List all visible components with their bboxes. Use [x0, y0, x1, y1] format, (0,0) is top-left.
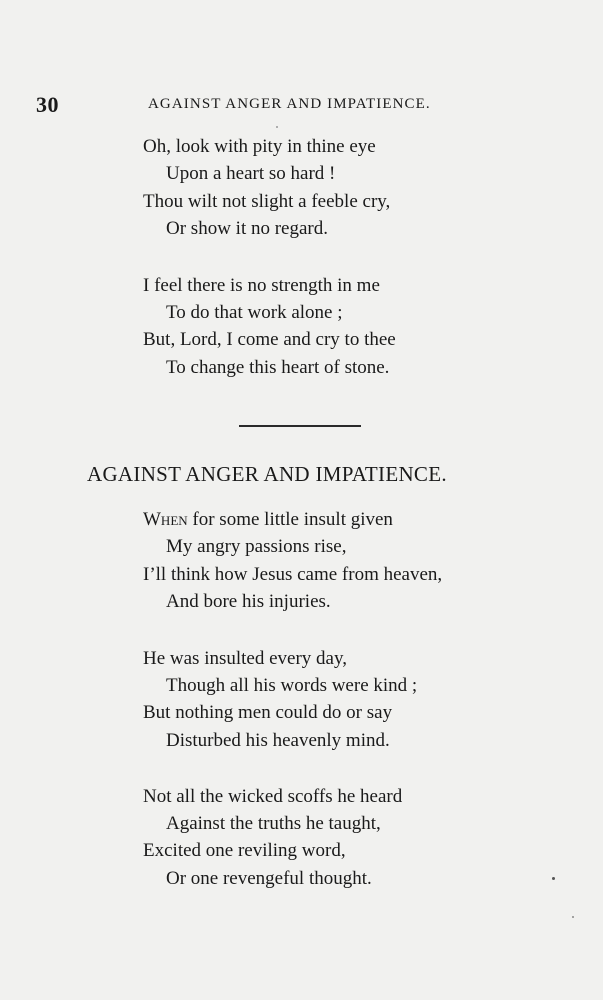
- opening-word: When: [143, 509, 188, 530]
- verse-line: I’ll think how Jesus came from heaven,: [143, 564, 443, 585]
- verse-line-first: [143, 510, 393, 529]
- verse-line: He was insulted every day,: [143, 648, 348, 669]
- verse-line: And bore his injuries.: [166, 591, 331, 612]
- verse-line: To do that work alone ;: [166, 302, 343, 323]
- poem-title: AGAINST ANGER AND IMPATIENCE.: [87, 462, 447, 486]
- verse-line: Thou wilt not slight a feeble cry,: [143, 191, 391, 212]
- verse-line: Though all his words were kind ;: [166, 675, 418, 696]
- verse-line: Upon a heart so hard !: [166, 163, 336, 184]
- paper-speck: [572, 916, 574, 918]
- section-divider: [239, 425, 361, 427]
- verse-line: I feel there is no strength in me: [143, 275, 380, 296]
- verse-line: Not all the wicked scoffs he heard: [143, 786, 403, 807]
- verse-line: My angry passions rise,: [166, 536, 347, 557]
- verse-line: But nothing men could do or say: [143, 702, 393, 723]
- verse-line: Oh, look with pity in thine eye: [143, 136, 376, 157]
- verse-line: To change this heart of stone.: [166, 357, 390, 378]
- running-head: AGAINST ANGER AND IMPATIENCE.: [148, 96, 431, 112]
- verse-line: Disturbed his heavenly mind.: [166, 730, 390, 751]
- paper-speck: [552, 877, 555, 880]
- verse-line: Or one revengeful thought.: [166, 868, 372, 889]
- verse-line: Against the truths he taught,: [166, 813, 381, 834]
- verse-line: But, Lord, I come and cry to thee: [143, 329, 396, 350]
- opening-line-rest: for some little insult given: [187, 509, 393, 530]
- verse-line: Or show it no regard.: [166, 218, 328, 239]
- page-number: 30: [36, 92, 59, 117]
- paper-speck: [276, 126, 278, 128]
- verse-line: Excited one reviling word,: [143, 840, 346, 861]
